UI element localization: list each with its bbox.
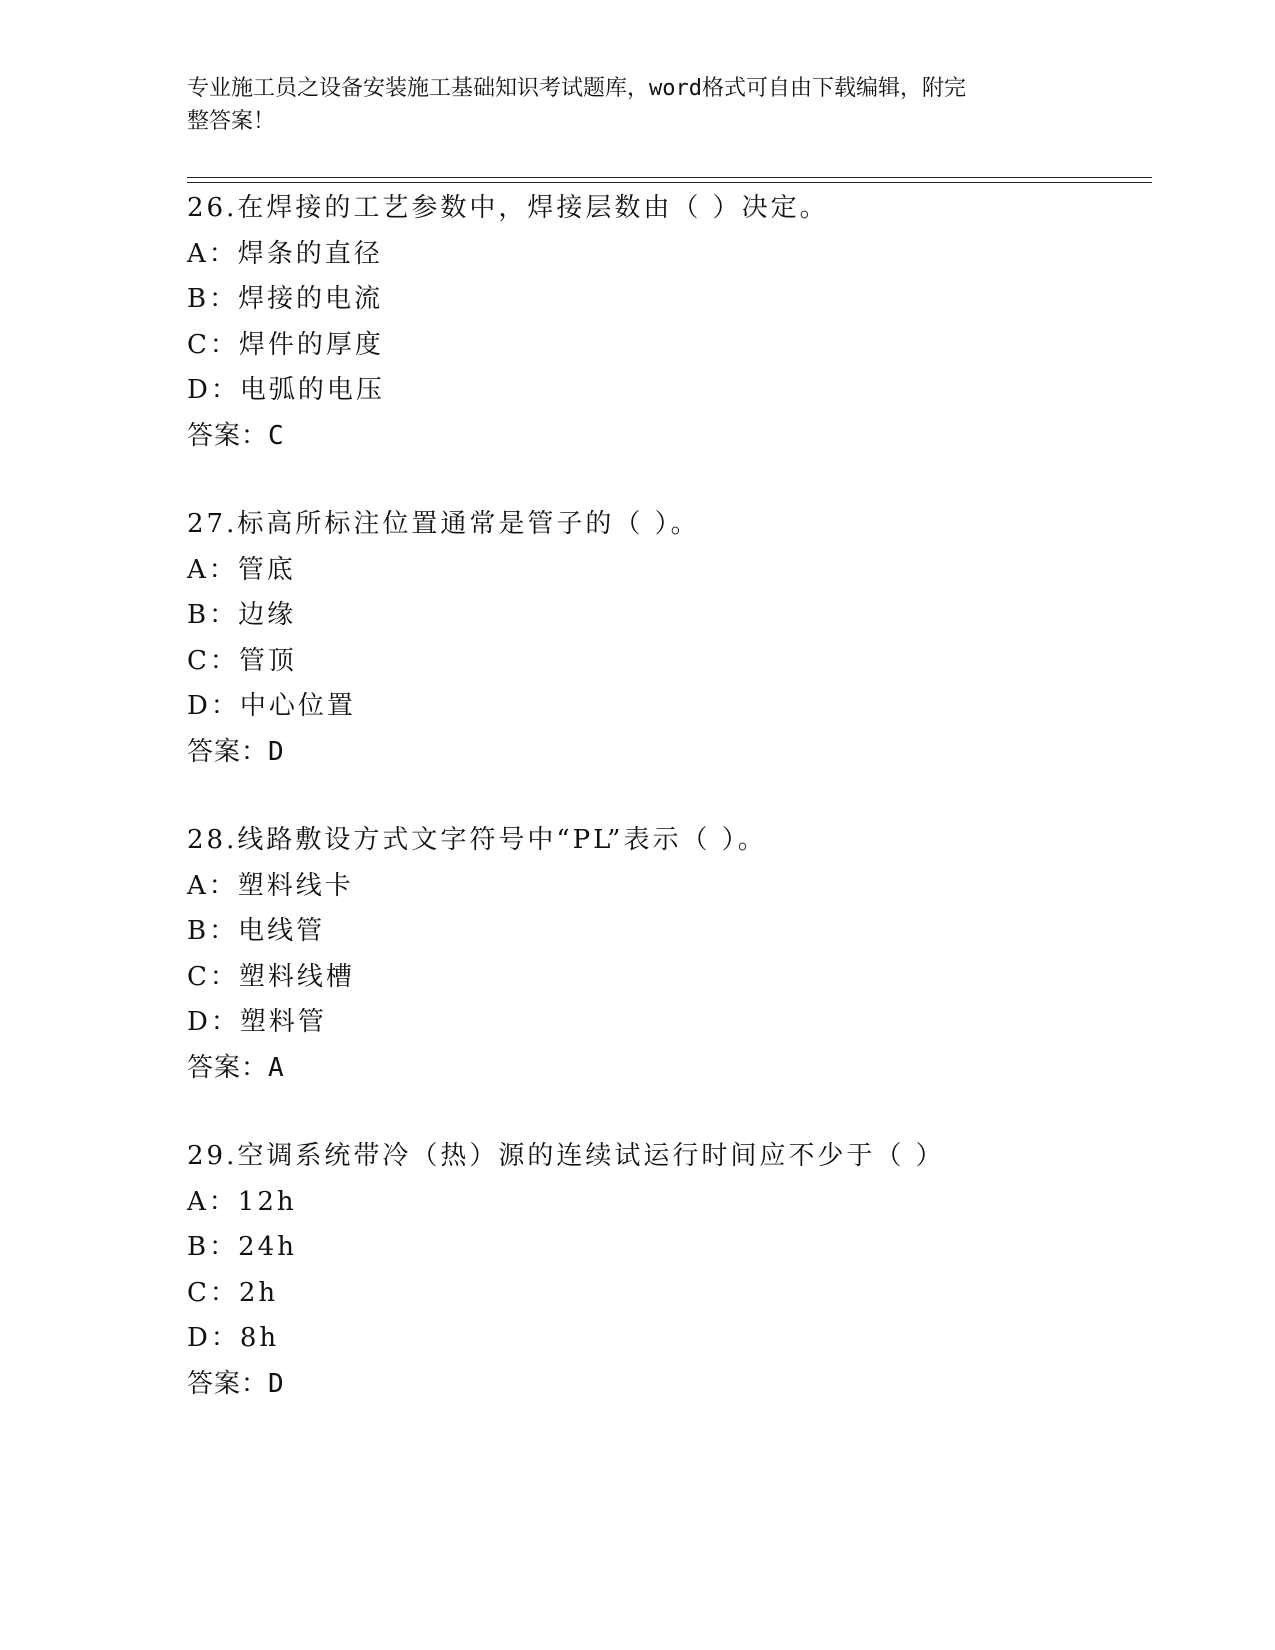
- header-line-2: 整答案！: [187, 109, 276, 134]
- option-c: C：塑料线槽: [187, 961, 355, 992]
- question-stem: 27.标高所标注位置通常是管子的（ ）。: [187, 509, 700, 539]
- option-b: B：边缘: [187, 600, 297, 630]
- option-b: B：24h: [187, 1232, 297, 1262]
- option-d: D：8h: [187, 1323, 280, 1353]
- option-a: A：12h: [187, 1186, 297, 1217]
- question-29: [187, 1134, 945, 1407]
- header-line-1: 专业施工员之设备安装施工基础知识考试题库，word格式可自由下载编辑，附完: [187, 76, 966, 101]
- answer-line: 答案：A: [187, 1052, 285, 1083]
- document-header: [187, 72, 1077, 138]
- option-d: D：塑料管: [187, 1007, 327, 1037]
- option-b: B：电线管: [187, 916, 326, 946]
- answer-line: 答案：D: [187, 736, 285, 767]
- question-28: [187, 818, 767, 1091]
- question-stem: 26.在焊接的工艺参数中，焊接层数由（ ）决定。: [187, 193, 829, 223]
- option-a: A：焊条的直径: [187, 238, 383, 269]
- header-divider-top: [187, 177, 1152, 178]
- question-stem: 29.空调系统带冷（热）源的连续试运行时间应不少于（ ）: [187, 1141, 945, 1171]
- option-d: D：电弧的电压: [187, 375, 385, 405]
- question-stem: 28.线路敷设方式文字符号中“PL”表示（ ）。: [187, 825, 767, 855]
- answer-line: 答案：C: [187, 420, 285, 451]
- option-a: A：塑料线卡: [187, 870, 354, 901]
- option-c: C：管顶: [187, 645, 297, 676]
- option-d: D：中心位置: [187, 691, 356, 721]
- answer-line: 答案：D: [187, 1368, 285, 1399]
- question-27: [187, 502, 700, 775]
- header-divider-bottom: [187, 182, 1152, 183]
- option-c: C：2h: [187, 1277, 279, 1308]
- question-26: [187, 186, 829, 459]
- option-c: C：焊件的厚度: [187, 329, 384, 360]
- option-b: B：焊接的电流: [187, 284, 384, 314]
- option-a: A：管底: [187, 554, 296, 585]
